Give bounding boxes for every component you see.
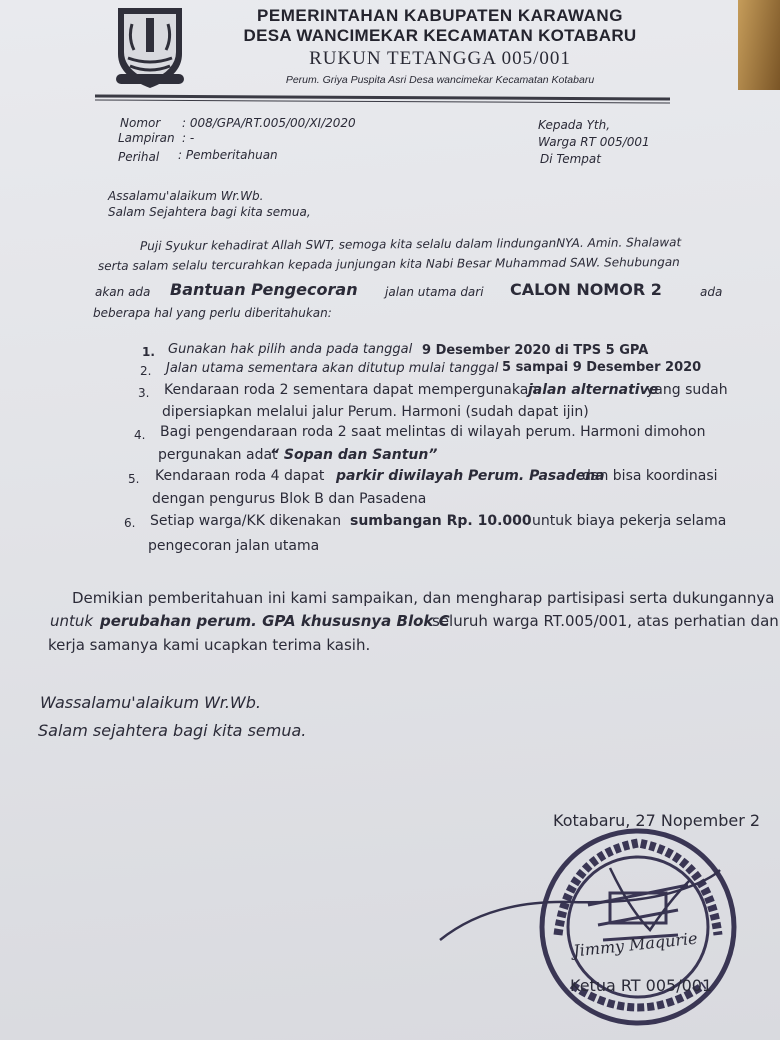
item-1-number: 1. [142, 345, 155, 359]
closing-line1: Demikian pemberitahuan ini kami sampaikan, dan mengharap partisipasi serta dukungannya [72, 589, 775, 607]
item-3-text2: yang sudah [646, 382, 728, 398]
item-6-bold: sumbangan Rp. 10.000 [350, 513, 532, 529]
intro-line4: beberapa hal yang perlu diberitahukan: [93, 306, 332, 320]
letterhead-line3: RUKUN TETANGGA 005/001 [309, 48, 571, 69]
closing-line2a: untuk [50, 612, 94, 630]
letterhead-rule-thin [95, 99, 670, 103]
salutation-line2: Salam sejahtera bagi kita semua. [38, 721, 307, 740]
item-4-emph: “ Sopan dan Santun” [270, 447, 438, 463]
item-1-bold: 9 Desember 2020 di TPS 5 GPA [422, 343, 649, 358]
item-5-text2: dan bisa koordinasi [582, 468, 718, 484]
recipient-line3: Di Tempat [540, 152, 601, 166]
item-4-text: Bagi pengendaraan roda 2 saat melintas di wilayah perum. Harmoni dimohon [160, 424, 706, 440]
letterhead-address: Perum. Griya Puspita Asri Desa wancimekar Kecamatan Kotabaru [285, 74, 595, 86]
recipient-line2: Warga RT 005/001 [538, 135, 650, 149]
item-6-text: Setiap warga/KK dikenakan [150, 513, 342, 529]
item-6-line2: pengecoran jalan utama [148, 538, 320, 554]
greeting-line1: Assalamu'alaikum Wr.Wb. [108, 189, 264, 203]
signature-name: Jimmy Maqurie [572, 928, 699, 961]
closing-line3: kerja samanya kami ucapkan terima kasih. [48, 636, 371, 654]
table-edge [738, 0, 780, 90]
item-2-bold: 5 sampai 9 Desember 2020 [502, 360, 702, 375]
closing-line2c: seluruh warga RT.005/001, atas perhatian dan [432, 612, 779, 630]
intro-line2: serta salam selalu tercurahkan kepada junjungan kita Nabi Besar Muhammad SAW. Sehubungan [97, 254, 680, 273]
item-5-number: 5. [128, 472, 140, 486]
letterhead [205, 6, 675, 86]
item-3-emph: jalan alternative [528, 382, 659, 398]
item-5-line2: dengan pengurus Blok B dan Pasadena [152, 491, 427, 507]
intro-line3c: jalan utama dari [385, 285, 484, 299]
greeting-line2: Salam Sejahtera bagi kita semua, [108, 205, 311, 219]
letterhead-line2: DESA WANCIMEKAR KECAMATAN KOTABARU [243, 26, 637, 45]
item-5-emph: parkir diwilayah Perum. Pasadena [336, 468, 605, 484]
intro-line1: Puji Syukur kehadirat Allah SWT, semoga kita selalu dalam lindunganNYA. Amin. Shalawat [139, 235, 682, 253]
perihal-label: Perihal [118, 150, 160, 164]
lampiran-label: Lampiran [118, 131, 175, 145]
item-3-text: Kendaraan roda 2 sementara dapat mempergunakan [164, 382, 538, 398]
salutation-line1: Wassalamu'alaikum Wr.Wb. [40, 693, 261, 712]
item-4-number: 4. [134, 428, 146, 442]
nomor-label: Nomor [120, 116, 161, 130]
item-1-text: Gunakan hak pilih anda pada tanggal [168, 342, 413, 357]
recipient-line1: Kepada Yth, [538, 118, 611, 132]
intro-bantuan: Bantuan Pengecoran [170, 280, 358, 299]
karawang-logo [110, 4, 190, 90]
perihal-value: : Pemberitahuan [178, 148, 278, 162]
item-2-number: 2. [140, 364, 152, 378]
intro-calon: CALON NOMOR 2 [510, 280, 662, 299]
intro-line3a: akan ada [95, 285, 151, 299]
item-3-number: 3. [138, 386, 150, 400]
nomor-value: : 008/GPA/RT.005/00/XI/2020 [182, 116, 356, 130]
closing-emph: perubahan perum. GPA khususnya Blok C [100, 612, 450, 630]
lampiran-value: : - [182, 131, 195, 145]
item-5-text: Kendaraan roda 4 dapat [155, 468, 325, 484]
letterhead-line1: PEMERINTAHAN KABUPATEN KARAWANG [257, 6, 623, 25]
item-6-text2: untuk biaya pekerja selama [532, 513, 727, 529]
item-4-line2: pergunakan adat [158, 447, 278, 463]
signature-date: Kotabaru, 27 Nopember 2 [553, 811, 761, 830]
signature-title: Ketua RT 005/001 [570, 976, 713, 995]
item-2-text: Jalan utama sementara akan ditutup mulai tanggal [166, 361, 499, 376]
item-3-line2: dipersiapkan melalui jalur Perum. Harmoni (sudah dapat ijin) [162, 404, 589, 420]
item-6-number: 6. [124, 516, 136, 530]
intro-line3e: ada [700, 285, 723, 299]
